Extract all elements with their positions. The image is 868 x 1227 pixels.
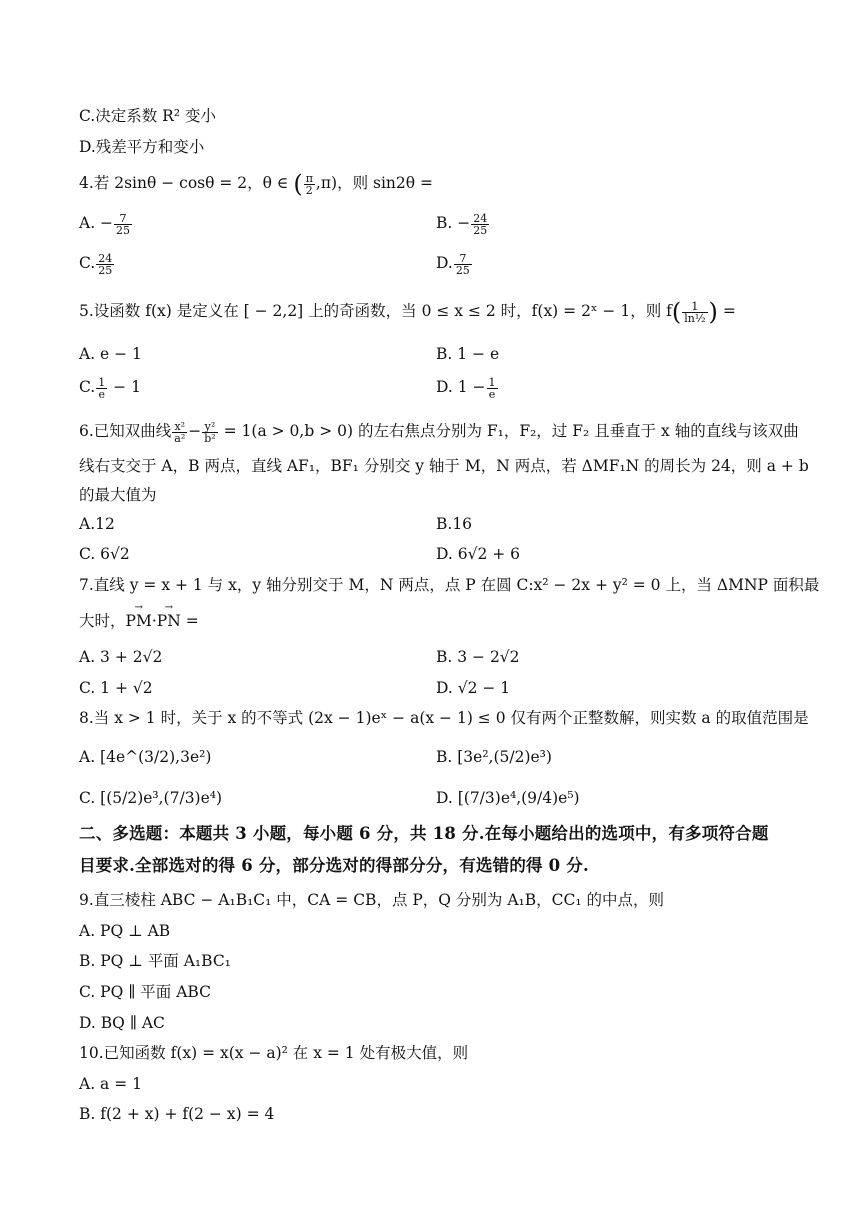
q5-option-c: C. $\frac{1}{e}$ − 1 [79,375,141,401]
q9-option-b: B. PQ ⊥ 平面 A₁BC₁ [79,952,231,970]
q7-option-b: B. 3 − 2√2 [436,648,520,666]
q7-option-d: D. √2 − 1 [436,679,511,697]
q5-option-b: B. 1 − e [436,345,500,363]
q4-stem: 4.若 2sinθ − cosθ = 2，θ ∈ ( $\frac{\pi}{2}$ ,π)，则 sin2θ = [79,170,434,198]
q9-option-a: A. PQ ⊥ AB [79,922,171,940]
q6-stem-line3: 的最大值为 [79,486,157,504]
q4-option-b: B. − $\frac{24}{25}$ [436,211,488,237]
q4-stem-prefix: 4.若 2sinθ − cosθ = 2，θ ∈ [79,174,294,192]
q9-option-d: D. BQ ∥ AC [79,1014,165,1032]
vector-pn: → PN [157,610,181,632]
q7-option-c: C. 1 + √2 [79,679,153,697]
q10-option-b: B. f(2 + x) + f(2 − x) = 4 [79,1105,275,1123]
q7-stem-line2: 大时，→ PM·→ PN = [79,610,808,632]
q5-stem: 5.设函数 f(x) 是定义在 [ − 2,2] 上的奇函数，当 0 ≤ x ≤ 2 时，f(x) = 2ˣ − 1，则 f( $\frac{1}{\text{ln½}}$ ) = [79,298,736,326]
q8-option-a: A. [4e^(3/2),3e²) [79,748,212,766]
q5-option-d: D. 1 − $\frac{1}{e}$ [436,375,496,401]
q4-interval-tail: ,π) [315,174,338,192]
q9-stem: 9.直三棱柱 ABC − A₁B₁C₁ 中，CA = CB，点 P，Q 分别为 A₁B，CC₁ 的中点，则 [79,891,665,909]
q10-option-a: A. a = 1 [79,1075,142,1093]
q10-stem: 10.已知函数 f(x) = x(x − a)² 在 x = 1 处有极大值，则 [79,1044,469,1062]
q6-option-b: B.16 [436,515,473,533]
q3-option-d: D.残差平方和变小 [79,138,205,156]
q6-stem-line2: 线右支交于 A，B 两点，直线 AF₁，BF₁ 分别交 y 轴于 M，N 两点，若 ΔMF₁N 的周长为 24，则 a + b [79,457,809,475]
q5-argument-fraction: $\frac{1}{\text{ln½}}$ [684,299,706,325]
q6-option-a: A.12 [79,515,115,533]
q8-option-c: C. [(5/2)e³,(7/3)e⁴) [79,789,223,807]
q8-option-d: D. [(7/3)e⁴,(9/4)e⁵) [436,789,580,807]
q4-option-a: A. − $\frac{7}{25}$ [79,211,131,237]
section2-heading-line1: 二、多选题：本题共 3 小题，每小题 6 分，共 18 分.在每小题给出的选项中，有多项符合题 [79,824,769,843]
q6-stem-line1: 6.已知双曲线 $\frac{\text{x²}}{\text{a²}}$ − $\frac{\text{y²}}{\text{b²}}$ = 1(a > 0,b > 0) 的左右焦点分别为 F₁，F₂，过 F₂ 且垂直于 x 轴的直线与该双曲 [79,419,799,445]
q6-option-d: D. 6√2 + 6 [436,545,521,563]
q8-option-b: B. [3e²,(5/2)e³) [436,748,552,766]
q5-option-a: A. e − 1 [79,345,142,363]
q7-option-a: A. 3 + 2√2 [79,648,163,666]
q7-stem-line1: 7.直线 y = x + 1 与 x，y 轴分别交于 M，N 两点，点 P 在圆 C:x² − 2x + y² = 0 上，当 ΔMNP 面积最 [79,576,820,594]
q4-option-d: D. $\frac{7}{25}$ [436,251,470,277]
q6-option-c: C. 6√2 [79,545,130,563]
section2-heading-line2: 目要求.全部选对的得 6 分，部分选对的得部分分，有选错的得 0 分. [79,856,589,875]
q4-option-c: C. $\frac{24}{25}$ [79,251,113,277]
q3-option-c: C.决定系数 R² 变小 [79,107,216,125]
q4-interval-fraction: $\frac{\pi}{2}$ [305,171,313,197]
q9-option-c: C. PQ ∥ 平面 ABC [79,983,211,1001]
vector-pm: → PM [126,610,152,632]
q8-stem: 8.当 x > 1 时，关于 x 的不等式 (2x − 1)eˣ − a(x − 1) ≤ 0 仅有两个正整数解，则实数 a 的取值范围是 [79,709,809,727]
q4-stem-suffix: ，则 sin2θ = [337,174,434,192]
